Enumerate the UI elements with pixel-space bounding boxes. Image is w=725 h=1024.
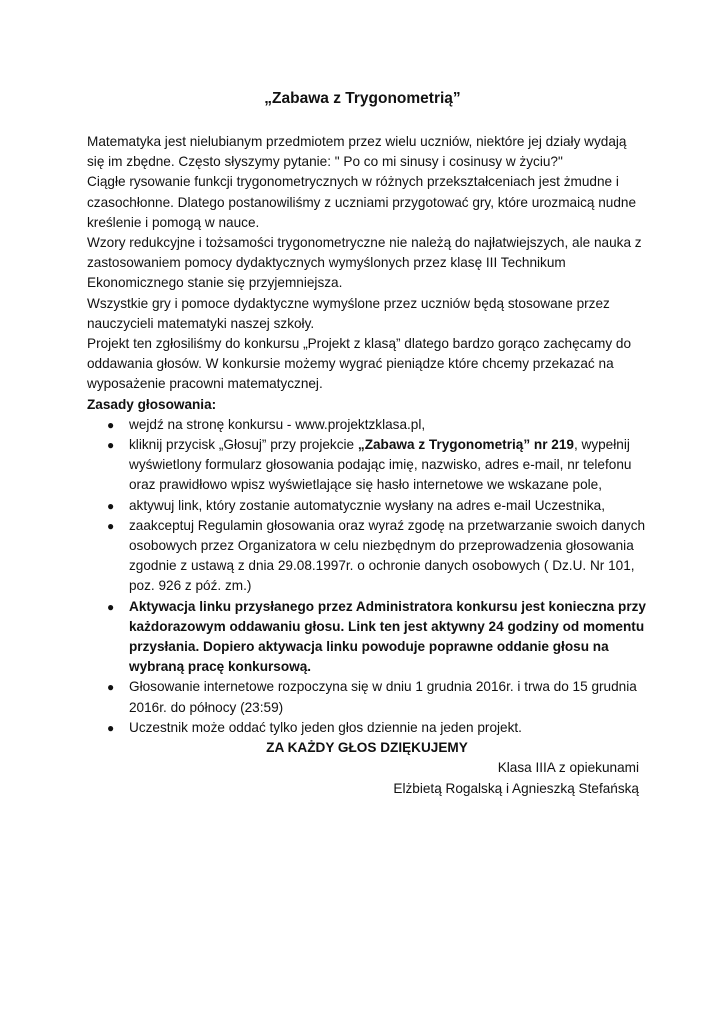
paragraph-drawing: Ciągłe rysowanie funkcji trygonometrycznych w różnych przekształceniach jest żmudne i czasochłonne. Dlatego postanowiliśmy z uczniami przygotować gry, które urozmaicą nudne kreślenie i pomogą w nauce.	[87, 174, 637, 230]
rule-text: zaakceptuj Regulamin głosowania oraz wyraź zgodę na przetwarzanie swoich danych osobowych przez Organizatora w celu niezbędnym do przeprowadzenia głosowania zgodnie z ustawą z dnia 29.08.1997r. o ochronie danych osobowych ( Dz.U. Nr 101, poz. 926 z póź. zm.)	[129, 517, 646, 594]
rule-item	[87, 718, 647, 738]
rule-item-important	[87, 597, 647, 678]
rule-item	[87, 415, 647, 435]
rules-list	[87, 415, 647, 738]
signature-line-2: Elżbietą Rogalską i Agnieszką Stefańską	[393, 780, 639, 796]
rule-text: Aktywacja linku przysłanego przez Administratora konkursu jest konieczna przy każdorazowym oddawaniu głosu. Link ten jest aktywny 24 godziny od momentu przysłania. Dopiero aktywacja linku powoduje poprawne oddanie głosu na wybraną pracę konkursową.	[129, 598, 646, 675]
rule-item	[87, 435, 647, 496]
bullet-icon: ●	[107, 680, 115, 695]
paragraph-formulas: Wzory redukcyjne i tożsamości trygonometryczne nie należą do najłatwiejszych, ale nauka z zastosowaniem pomocy dydaktycznych wymyślonych przez klasę III Technikum Ekonomicznego stanie się przyjemniejsza.	[87, 235, 642, 291]
rule-text: Głosowanie internetowe rozpoczyna się w dniu 1 grudnia 2016r. i trwa do 15 grudnia 2016r. do północy (23:59)	[129, 679, 637, 715]
bullet-icon: ●	[107, 417, 115, 432]
document-title: „Zabawa z Trygonometrią”	[264, 90, 461, 107]
document-body	[87, 132, 647, 799]
rule-text-pre: kliknij przycisk „Głosuj” przy projekcie	[129, 437, 358, 453]
bullet-icon: ●	[107, 498, 115, 513]
thanks-line: ZA KAŻDY GŁOS DZIĘKUJEMY	[266, 740, 468, 756]
rules-heading: Zasady głosowania:	[87, 396, 217, 412]
rule-item	[87, 496, 647, 516]
rule-text: Uczestnik może oddać tylko jeden głos dziennie na jeden projekt.	[129, 719, 522, 735]
paragraph-contest: Projekt ten zgłosiliśmy do konkursu „Projekt z klasą” dlatego bardzo gorąco zachęcamy do oddawania głosów. W konkursie możemy wygrać pieniądze które chcemy przekazać na wyposażenie pracowni matematycznej.	[87, 336, 632, 392]
rule-text-post: , wypełnij wyświetlony formularz głosowania podając imię, nazwisko, adres e-mail, nr telefonu oraz prawidłowo wpisz wyświetlające się hasło internetowe we wskazane pole,	[129, 437, 632, 493]
bullet-icon: ●	[107, 518, 115, 533]
rule-item	[87, 677, 647, 717]
bullet-icon: ●	[107, 438, 115, 453]
rule-text: wejdź na stronę konkursu - www.projektzklasa.pl,	[129, 416, 426, 432]
signature-line-1: Klasa IIIA z opiekunami	[497, 760, 639, 776]
bullet-icon: ●	[107, 720, 115, 735]
bullet-icon: ●	[107, 599, 115, 614]
project-name: „Zabawa z Trygonometrią” nr 219	[357, 437, 574, 453]
rule-item	[87, 516, 647, 597]
paragraph-games: Wszystkie gry i pomoce dydaktyczne wymyślone przez uczniów będą stosowane przez nauczycieli matematyki naszej szkoły.	[87, 295, 610, 331]
rule-text: aktywuj link, który zostanie automatycznie wysłany na adres e-mail Uczestnika,	[129, 497, 605, 513]
paragraph-intro: Matematyka jest nielubianym przedmiotem przez wielu uczniów, niektóre jej działy wydają się im zbędne. Często słyszymy pytanie: " Po co mi sinusy i cosinusy w życiu?"	[87, 134, 627, 170]
